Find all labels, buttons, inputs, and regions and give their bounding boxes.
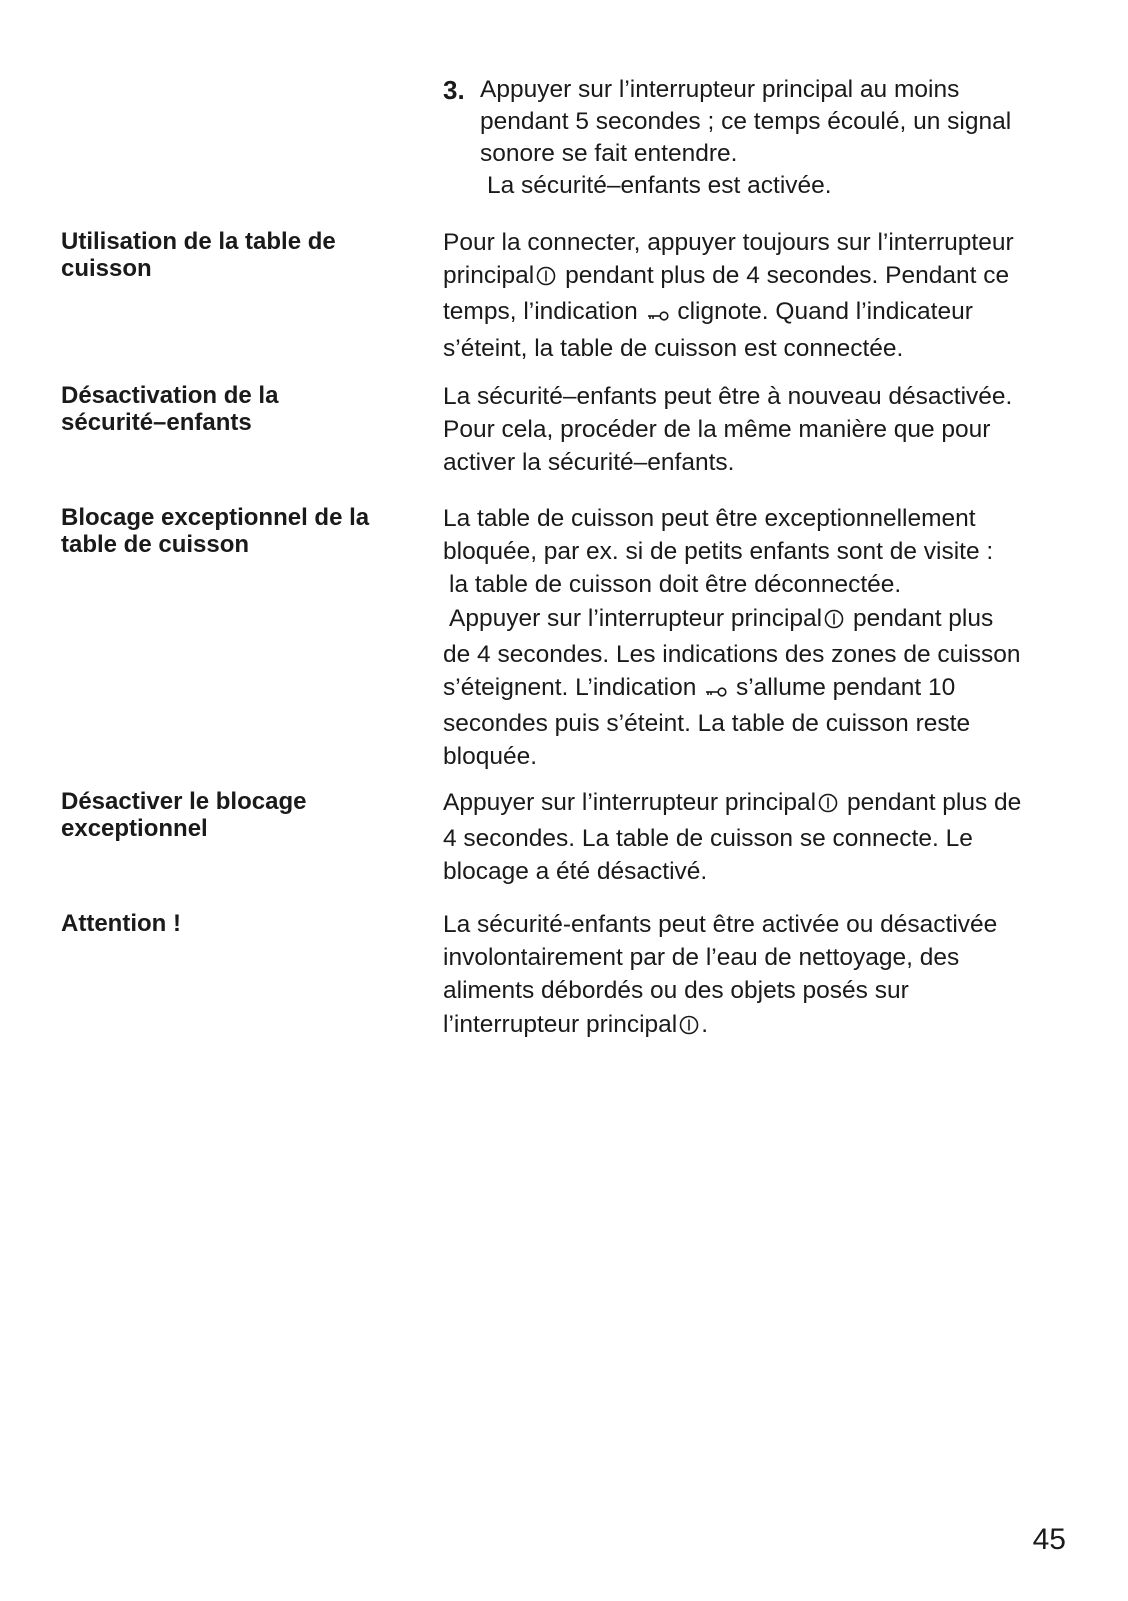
power-switch-icon	[818, 789, 838, 822]
body-line: aliments débordés ou des objets posés sur	[443, 977, 909, 1005]
heading-line-1: Désactivation de la	[61, 382, 279, 409]
section-body	[443, 380, 1083, 480]
body-line: La sécurité–enfants peut être à nouveau désactivée.	[443, 383, 1013, 410]
heading-line-1: Désactiver le blocage	[61, 788, 307, 815]
body-line: bloquée.	[443, 743, 538, 771]
body-line: 4 secondes. La table de cuisson se connecte. Le	[443, 825, 973, 853]
body-line: La table de cuisson peut être exceptionnellement	[443, 505, 976, 532]
power-switch-icon	[679, 1011, 699, 1044]
body-line: involontairement par de l’eau de nettoyage, des	[443, 944, 960, 972]
body-line: de 4 secondes. Les indications des zones de cuisson	[443, 640, 1021, 668]
body-line: secondes puis s’éteint. La table de cuisson reste	[443, 710, 971, 738]
body-line: Pour cela, procéder de la même manière que pour	[443, 416, 991, 444]
key-icon	[647, 298, 669, 331]
power-switch-icon	[824, 605, 844, 638]
body-line: La sécurité-enfants peut être activée ou désactivée	[443, 911, 998, 938]
body-line: bloquée, par ex. si de petits enfants sont de visite :	[443, 538, 994, 566]
body-line: activer la sécurité–enfants.	[443, 449, 735, 477]
body-line: blocage a été désactivé.	[443, 858, 708, 886]
page-number: 45	[1032, 1523, 1066, 1556]
power-switch-icon	[536, 262, 556, 295]
body-line	[443, 602, 1083, 638]
section-body	[443, 908, 1083, 1044]
step-line-2: pendant 5 secondes ; ce temps écoulé, un signal	[480, 108, 1012, 135]
text-fragment: Appuyer sur l’interrupteur principal	[443, 789, 817, 816]
heading-line-2: exceptionnel	[61, 815, 208, 842]
body-line	[443, 1008, 1083, 1044]
text-fragment: Appuyer sur l’interrupteur principal	[449, 604, 823, 632]
heading-line-2: table de cuisson	[61, 531, 250, 558]
body-line	[443, 295, 1083, 331]
text-fragment: pendant plus	[852, 604, 994, 632]
heading-line-1: Blocage exceptionnel de la	[61, 504, 370, 531]
section-heading	[61, 788, 411, 842]
key-icon	[705, 674, 727, 707]
section-body	[443, 502, 1083, 774]
step-line-1: Appuyer sur l’interrupteur principal au moins	[480, 76, 960, 103]
section-heading	[61, 504, 411, 558]
text-fragment: s’éteignent. L’indication	[443, 674, 697, 702]
step-text	[480, 74, 1083, 170]
text-fragment: .	[701, 1010, 709, 1038]
body-line	[443, 786, 1083, 822]
section-heading	[61, 228, 411, 282]
step-result: La sécurité–enfants est activée.	[487, 172, 832, 199]
heading-line-1: Attention !	[61, 910, 181, 937]
step-3	[443, 74, 1083, 202]
heading-line-2: sécurité–enfants	[61, 409, 252, 436]
section-heading	[61, 382, 411, 436]
step-line-3: sonore se fait entendre.	[480, 140, 738, 167]
body-line	[443, 259, 1083, 295]
body-line: Pour la connecter, appuyer toujours sur l’interrupteur	[443, 229, 1014, 256]
text-fragment: pendant plus de	[846, 789, 1022, 816]
body-line	[443, 671, 1083, 707]
body-line: s’éteint, la table de cuisson est connectée.	[443, 334, 904, 362]
text-fragment: l’interrupteur principal	[443, 1010, 678, 1038]
heading-line-1: Utilisation de la table de	[61, 228, 336, 255]
step-number: 3.	[443, 75, 465, 105]
section-body	[443, 786, 1083, 889]
section-heading	[61, 910, 411, 937]
body-line: la table de cuisson doit être déconnectée.	[449, 571, 902, 599]
text-fragment: clignote. Quand l’indicateur	[677, 298, 973, 326]
text-fragment: pendant plus de 4 secondes. Pendant ce	[565, 262, 1010, 290]
text-fragment: temps, l’indication	[443, 298, 638, 326]
text-fragment: s’allume pendant 10	[735, 674, 956, 702]
text-fragment: principal	[443, 262, 535, 290]
section-body	[443, 226, 1083, 365]
heading-line-2: cuisson	[61, 255, 152, 282]
